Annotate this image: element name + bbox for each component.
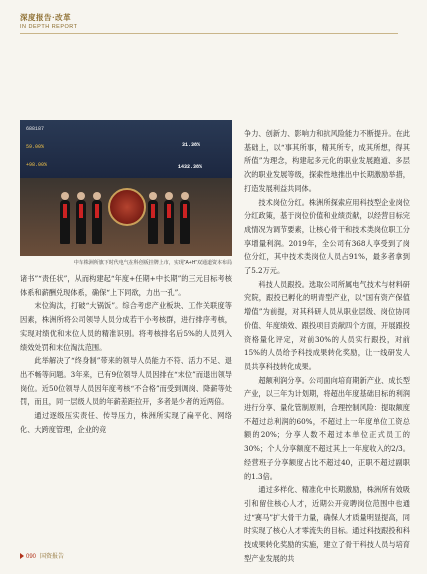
ceremonial-gong — [108, 188, 146, 226]
listing-ceremony-photo — [20, 120, 232, 256]
person — [92, 200, 102, 244]
photo-caption: 中车株洲所旗下时代电气在科创板挂牌上市，实现“A+H”双通道资本布局 — [73, 260, 232, 266]
paragraph: 争力、创新力、影响力和抗风险能力不断提升。在此基础上，以“事其所事，精其所专，成其所想，得其所值”为理念，构建起多元化的职业发展跑道、多层次的职业发展等级，探索性地推出中长期激励举措，打造发展利益共同体。 — [244, 129, 410, 193]
ticker-value-3: 31.38% — [182, 142, 201, 148]
ticker-value-2: +98.00% — [26, 162, 48, 168]
person — [148, 200, 158, 244]
ticker-value-4: 1432.38% — [178, 164, 203, 170]
paragraph: 诸书”“责任状”，从而构建起“年度+任期+中长期”的三元目标考核体系和薪酬兑现体系，确保“上下同欲，力出一孔”。 — [20, 274, 232, 297]
ticker-value-1: 59.00% — [26, 144, 45, 150]
person — [76, 200, 86, 244]
person — [60, 200, 70, 244]
right-column — [244, 127, 410, 566]
stock-ticker-screen — [20, 120, 232, 178]
paragraph: 通过多样化、精准化中长期激励，株洲所有效吸引和留住核心人才，近期公开竞聘岗位范围中也通过“赛马”扩大骨干力量，确保人才质量明显提高，同时实现了核心人才零流失的目标。通过科技跟投和科技成果转化奖励的实施，建立了骨干科技人员与培育型产业发展的共 — [244, 485, 410, 563]
paragraph: 技术岗位分红。株洲所探索应用科技型企业岗位分红政策，基于岗位价值和业绩贡献，以经营目标完成情况为调节要素，让核心骨干和技术类岗位职工分享增量利润。2019年，全公司有368人享受到了岗位分红，其中技术类岗位人员占91%，最多者拿到了5.2万元。 — [244, 197, 410, 276]
header-rule — [20, 33, 398, 34]
ticker-code: 688187 — [26, 126, 45, 132]
left-column — [20, 272, 232, 436]
section-header — [20, 12, 78, 30]
triangle-icon — [20, 553, 24, 559]
person — [180, 200, 190, 244]
page-footer — [20, 551, 64, 560]
paragraph: 科技人员跟投。选取公司所属电气技术与材料研究院，跟投已孵化的明青型产业，以“国有资产保值增值”为前提，对其科研人员从职业层级、岗位协同价值、年度绩效、跟投项目贡献四个方面，开展跟投资格量化评定，对前30%的人员实行跟投，对前15%的人员给予科技成果转化奖励，让一线研发人员共享科技转化成果。 — [244, 279, 410, 371]
person — [164, 200, 174, 244]
page-number: 090 — [26, 554, 37, 560]
paragraph: 通过逐级压实责任、传导压力，株洲所实现了扁平化、网络化、大跨度管理，企业的竞 — [20, 411, 232, 434]
publication-name: 国资报告 — [40, 554, 65, 560]
paragraph: 末位淘汰，打破“大锅饭”。综合考虑产业板块、工作关联度等因素，株洲所将公司领导人员分成若干小考核群，进行排序考核，实现对绩优和末位人员的精准识别。将考核排名后5%的人员列入绩效处罚和末位淘汰范围。 — [20, 301, 232, 352]
paragraph: 此举解决了“终身制”带来的领导人员能力不符、活力不足、退出不畅等问题。3年来，已有9位领导人员因排在“末位”而退出领导岗位。近50位领导人员因年度考核“不合格”而受到调岗、降薪等处罚，而且，同一层级人员的年薪差距拉开，多者是少者的近两倍。 — [20, 356, 232, 407]
paragraph: 超额利润分享。公司面向培育期新产业、成长型产业，以三年为计划期，将超出年度基础目标的利润进行分享、量化管制原则，合理控制风险：提取额度不超过总利润的60%，不超过上一年度单位工资总额的20%；分享人数不超过本单位正式员工的30%；个人分享额度不超过其上一年度收入的2/3。经营班子分享额度占比不超过40，正职不超过副职的1.3倍。 — [244, 375, 410, 481]
section-title-cn: 深度报告·改革 — [20, 13, 72, 22]
section-title-en: IN DEPTH REPORT — [20, 24, 78, 30]
